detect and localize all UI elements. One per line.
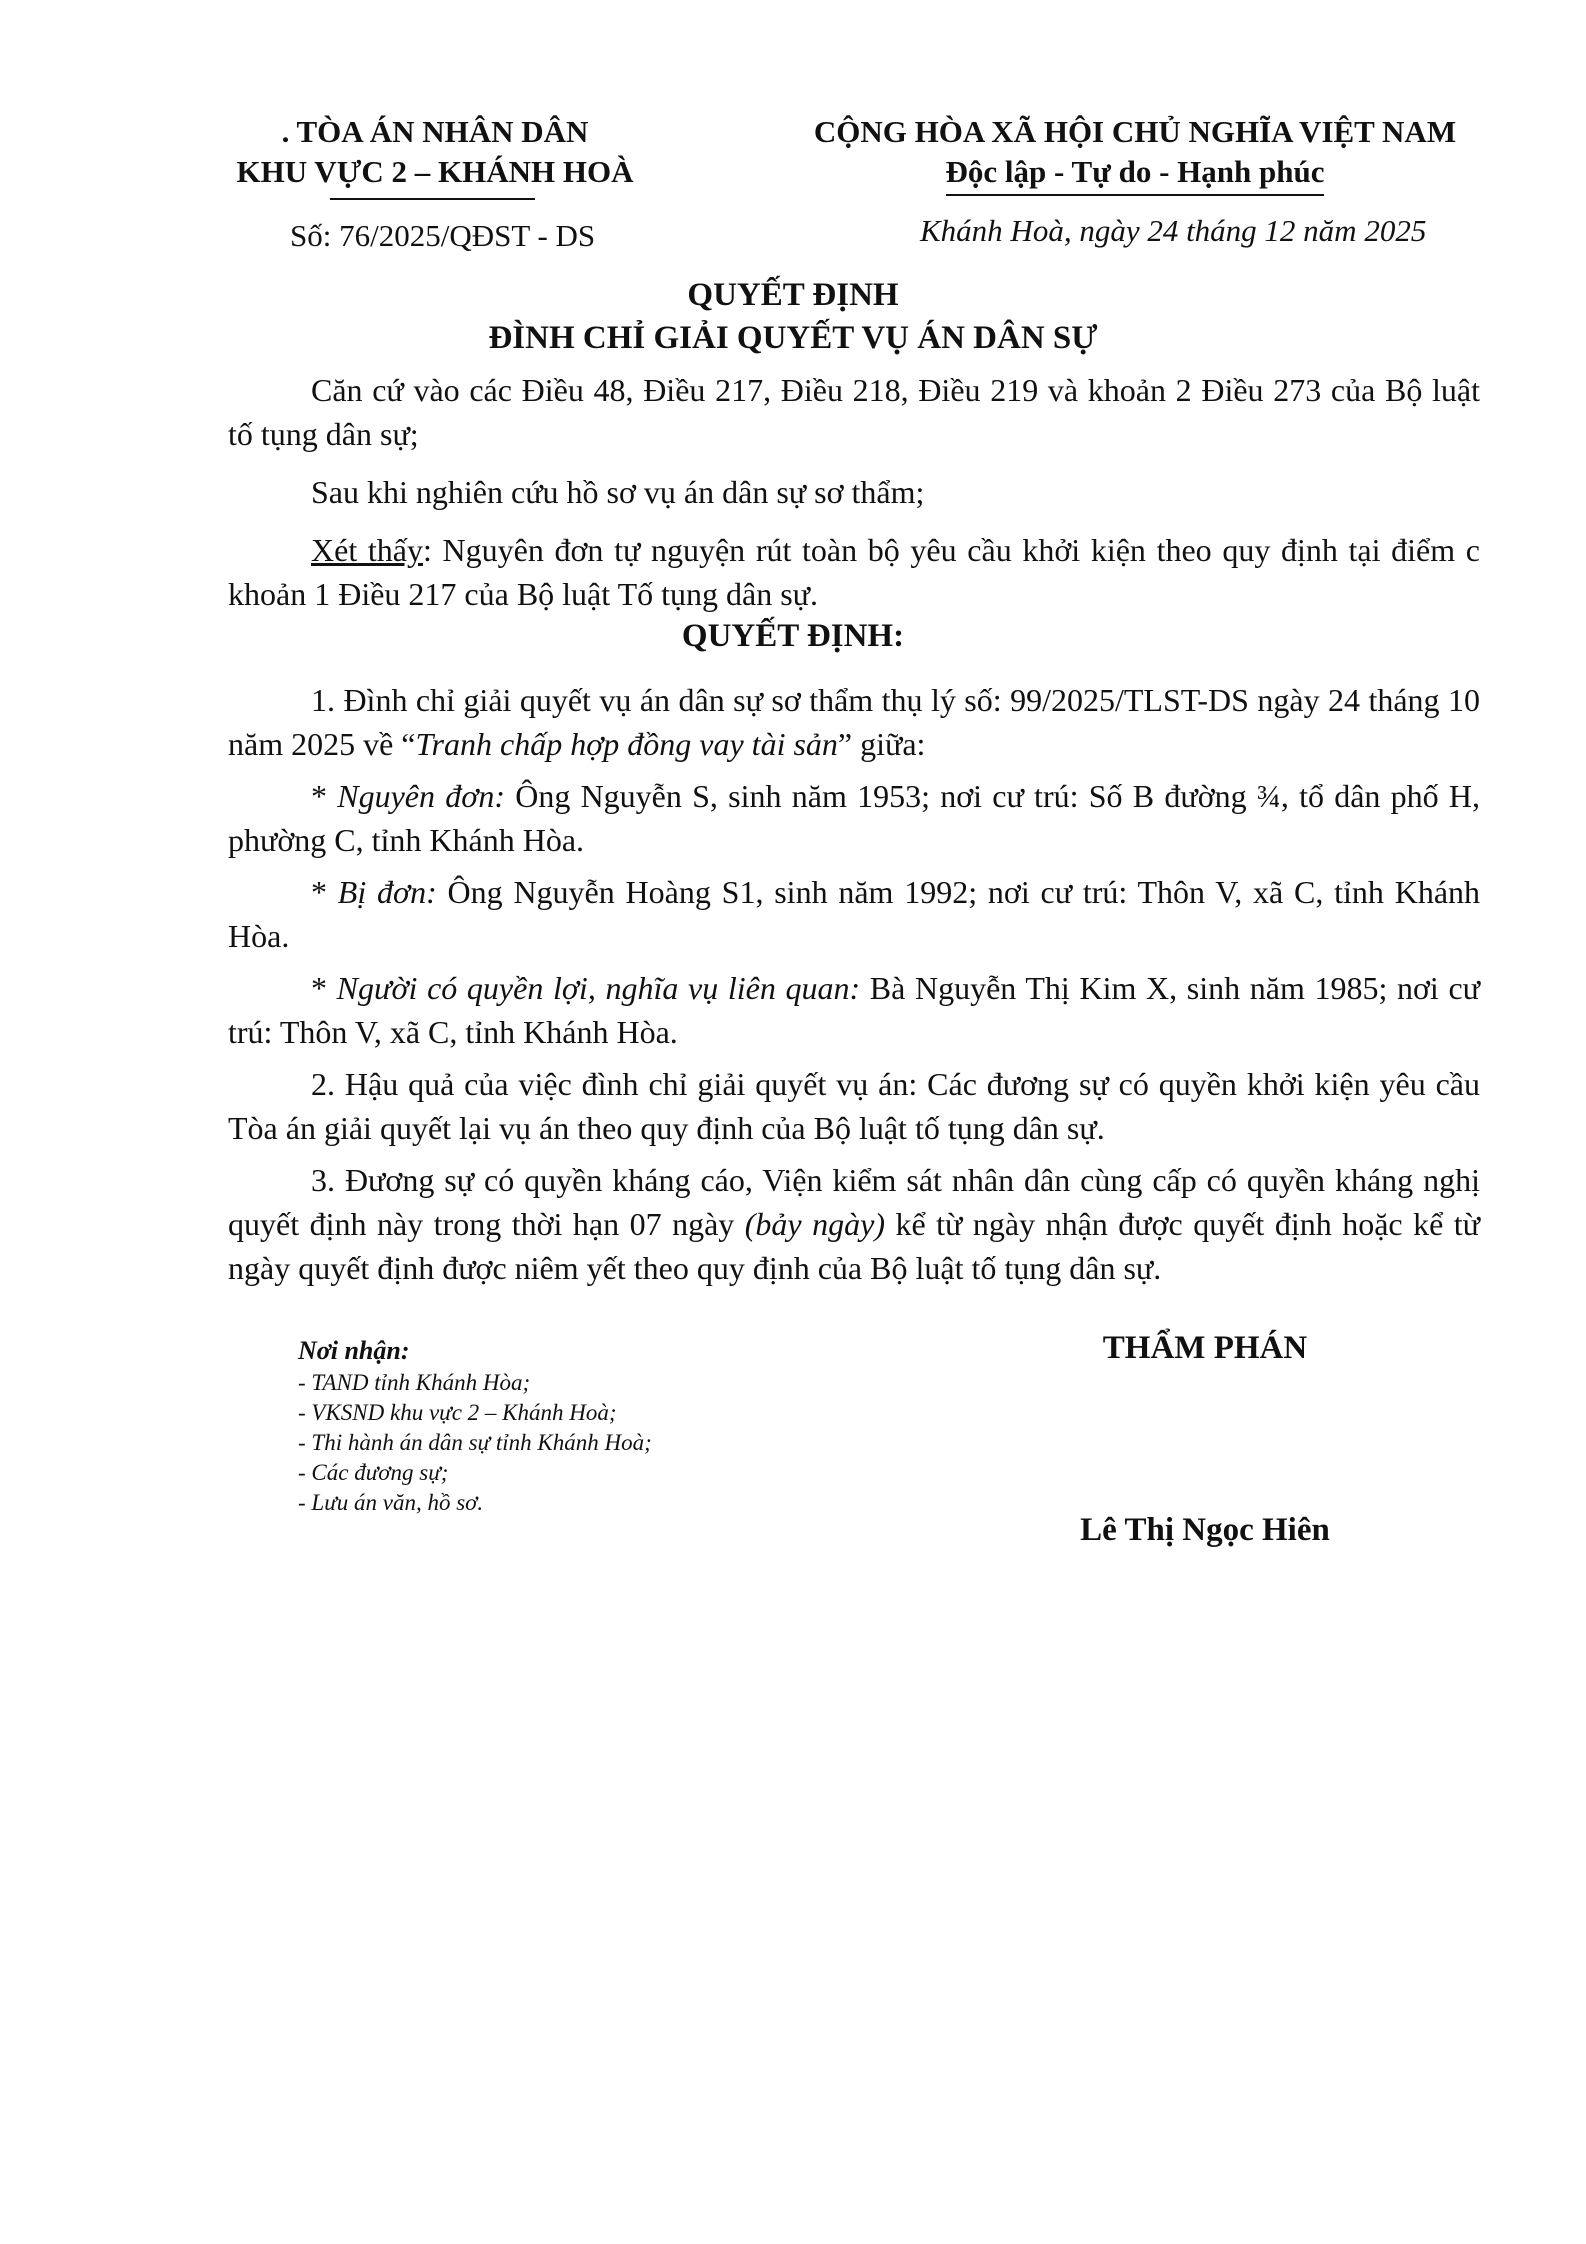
- national-motto: Độc lập - Tự do - Hạnh phúc: [946, 152, 1325, 196]
- signer-name: Lê Thị Ngọc Hiên: [1080, 1512, 1330, 1548]
- decision-heading: QUYẾT ĐỊNH:: [681, 618, 905, 654]
- finding-label: Xét thấy: [311, 532, 423, 568]
- plaintiff-text: Ông Nguyễn S, sinh năm 1953; nơi cư trú: Số B đường ¾, tổ dân phố H, phường C, tỉnh Khánh Hòa.: [228, 778, 1481, 858]
- decision-item-1: [228, 678, 1480, 766]
- decision-item-2: 2. Hậu quả của việc đình chỉ giải quyết vụ án: Các đương sự có quyền khởi kiện yêu cầu Tòa án giải quyết lại vụ án theo quy định của Bộ luật tố tụng dân sự.: [228, 1066, 1480, 1146]
- review-statement: Sau khi nghiên cứu hồ sơ vụ án dân sự sơ thẩm;: [311, 474, 925, 510]
- decision-item-3: [228, 1158, 1480, 1290]
- plaintiff-label: Nguyên đơn:: [337, 778, 505, 814]
- defendant-label: Bị đơn:: [337, 874, 437, 910]
- related-party-paragraph: * Người có quyền lợi, nghĩa vụ liên quan: Bà Nguyễn Thị Kim X, sinh năm 1985; nơi cư trú: Thôn V, xã C, tỉnh Khánh Hòa.: [228, 970, 1481, 1050]
- document-number: Số: 76/2025/QĐST - DS: [290, 218, 596, 253]
- recipient-item: - VKSND khu vực 2 – Khánh Hoà;: [298, 1400, 617, 1425]
- item3-paren: (bảy ngày): [744, 1206, 885, 1242]
- item3-suffix: kể từ ngày nhận được quyết định hoặc kể từ ngày quyết định được niêm yết theo quy định của Bộ luật tố tụng dân sự.: [228, 1206, 1481, 1286]
- decision-body: [228, 678, 1480, 1290]
- related-party-text: Bà Nguyễn Thị Kim X, sinh năm 1985; nơi cư trú: Thôn V, xã C, tỉnh Khánh Hòa.: [228, 970, 1481, 1050]
- recipient-item: - TAND tỉnh Khánh Hòa;: [298, 1370, 531, 1395]
- document-subtitle: ĐÌNH CHỈ GIẢI QUYẾT VỤ ÁN DÂN SỰ: [488, 320, 1098, 356]
- item1-prefix: 1. Đình chỉ giải quyết vụ án dân sự sơ thẩm thụ lý số: 99/2025/TLST-DS ngày 24 tháng 10 năm 2025 về “: [228, 682, 1480, 762]
- court-region: KHU VỰC 2 – KHÁNH HOÀ: [236, 154, 634, 189]
- finding-paragraph: [228, 528, 1480, 616]
- national-header: [735, 112, 1535, 196]
- case-type: Tranh chấp hợp đồng vay tài sản: [415, 726, 838, 762]
- finding-text: : Nguyên đơn tự nguyện rút toàn bộ yêu cầu khởi kiện theo quy định tại điểm c khoản 1 Điều 217 của Bộ luật Tố tụng dân sự.: [228, 532, 1481, 612]
- recipient-item: - Thi hành án dân sự tỉnh Khánh Hoà;: [298, 1430, 652, 1455]
- defendant-text: Ông Nguyễn Hoàng S1, sinh năm 1992; nơi cư trú: Thôn V, xã C, tỉnh Khánh Hòa.: [228, 874, 1481, 954]
- signer-role: THẨM PHÁN: [1102, 1330, 1308, 1366]
- recipient-item: - Các đương sự;: [298, 1460, 449, 1485]
- document-title: QUYẾT ĐỊNH: [687, 277, 899, 313]
- court-name: . TÒA ÁN NHÂN DÂN: [281, 114, 589, 149]
- item3-prefix: 3. Đương sự có quyền kháng cáo, Viện kiểm sát nhân dân cùng cấp có quyền kháng nghị quyết định này trong thời hạn 07 ngày: [228, 1162, 1480, 1242]
- recipient-item: - Lưu án văn, hồ sơ.: [298, 1490, 484, 1515]
- court-header-underline: [330, 198, 535, 200]
- recipients-heading: Nơi nhận:: [298, 1336, 410, 1365]
- defendant-paragraph: * Bị đơn: Ông Nguyễn Hoàng S1, sinh năm 1992; nơi cư trú: Thôn V, xã C, tỉnh Khánh Hòa.: [228, 874, 1481, 954]
- recipients-list: [298, 1336, 652, 1518]
- plaintiff-paragraph: * Nguyên đơn: Ông Nguyễn S, sinh năm 1953; nơi cư trú: Số B đường ¾, tổ dân phố H, phường C, tỉnh Khánh Hòa.: [228, 778, 1481, 858]
- related-party-label: Người có quyền lợi, nghĩa vụ liên quan:: [336, 970, 861, 1006]
- country-name: CỘNG HÒA XÃ HỘI CHỦ NGHĨA VIỆT NAM: [813, 114, 1457, 149]
- place-date: Khánh Hoà, ngày 24 tháng 12 năm 2025: [920, 213, 1427, 248]
- preamble: [228, 368, 1480, 616]
- court-header: [200, 112, 670, 192]
- legal-basis: Căn cứ vào các Điều 48, Điều 217, Điều 218, Điều 219 và khoản 2 Điều 273 của Bộ luật tố tụng dân sự;: [228, 372, 1480, 452]
- item1-suffix: ” giữa:: [837, 726, 926, 762]
